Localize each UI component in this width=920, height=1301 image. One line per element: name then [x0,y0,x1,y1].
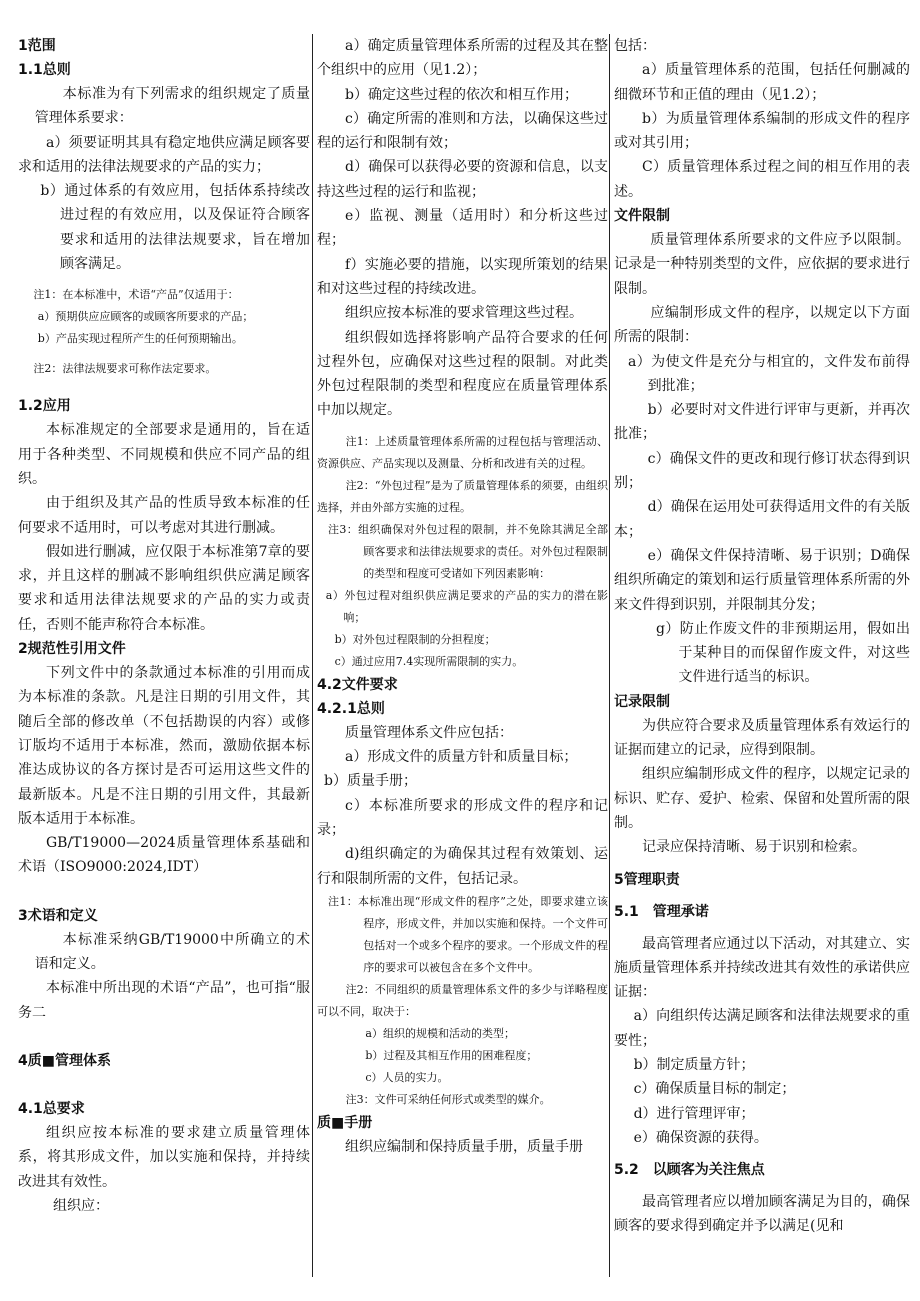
paragraph: 由于组织及其产品的性质导致本标准的任何要求不适用时，可以考虑对其进行删减。 [18,495,310,536]
section-heading-1-1: 1.1总则 [18,62,71,78]
section-heading-2: 2规范性引用文件 [18,641,126,658]
note-item: a）预期供应应顾客的或顾客所要求的产品； [37,310,254,324]
paragraph: 本标准采纳GB/T19000中所确立的术语和定义。 [34,931,310,973]
list-item: a）质量管理体系的范围，包括任何删减的细微环节和正值的理由（见1.2）； [614,62,910,103]
paragraph: 组织应按本标准的要求管理这些过程。 [345,305,583,322]
column-1 [18,34,310,1296]
section-heading-3: 3术语和定义 [18,907,98,924]
list-item: b）通过体系的有效应用，包括体系持续改进过程的有效应用，以及保证符合顾客要求和适用的法律法规要求，旨在增加顾客满足。 [40,183,310,273]
column-2 [317,34,608,1296]
note: 注3：文件可采纳任何形式或类型的媒介。 [345,1092,551,1106]
column-divider-left [312,34,313,1277]
note: 注2：法律法规要求可称作法定要求。 [33,362,217,376]
list-item: d）进行管理评审； [633,1105,755,1122]
section-heading-5-1: 5.1 管理承诺 [614,903,709,920]
paragraph: 记录应保持清晰、易于识别和检索。 [642,839,866,856]
section-heading-record-control: 记录限制 [614,693,670,710]
paragraph: 质量管理体系所要求的文件应予以限制。记录是一种特别类型的文件，应依据的要求进行限制。 [614,232,910,297]
column-divider-right [609,34,610,1277]
list-item: b）必要时对文件进行评审与更新，并再次批准； [614,402,910,443]
note: 注1：上述质量管理体系所需的过程包括与管理活动、资源供应、产品实现以及测量、分析和改进有关的过程。 [317,434,608,470]
note-item: a）外包过程对组织供应满足要求的产品的实力的潜在影响； [325,588,608,624]
paragraph: 组织应编制和保持质量手册，质量手册 [345,1138,583,1155]
list-item: e）监视、测量（适用时）和分析这些过程； [317,208,608,249]
list-item: c）确定所需的准则和方法，以确保这些过程的运行和限制有效； [317,110,608,152]
paragraph: 组织假如选择将影响产品符合要求的任何过程外包，应确保对这些过程的限制。对此类外包过程限制的类型和程度应在质量管理体系中加以规定。 [317,329,608,419]
note-item: c）人员的实力。 [365,1070,449,1084]
paragraph: 本标准中所出现的术语“产品”，也可指“服务二 [18,980,310,1021]
paragraph: 组织应编制形成文件的程序，以规定记录的标识、贮存、爱护、检索、保留和处置所需的限制。 [614,766,910,831]
list-item: b）制定质量方针； [633,1056,755,1073]
list-item: a）确定质量管理体系所需的过程及其在整个组织中的应用（见1.2）； [317,38,608,79]
section-heading-4: 4质■管理体系 [18,1052,111,1069]
paragraph: 组织应按本标准的要求建立质量管理体系，将其形成文件，加以实施和保持，并持续改进其有效性。 [18,1124,310,1190]
paragraph: 下列文件中的条款通过本标准的引用而成为本标准的条款。凡是注日期的引用文件，其随后全部的修改单（不包括勘误的内容）或修订版均不适用于本标准，然而，激励依据本标准达成协议的各方探讨是否可运用这些文件的最新版本。凡是不注日期的引用文件，其最新版本适用于本标准。 [18,665,310,827]
list-item: b）确定这些过程的依次和相互作用； [345,86,578,103]
section-heading-1: 1范围 [18,38,56,54]
list-item: a）须要证明其具有稳定地供应满足顾客要求和适用的法律法规要求的产品的实力； [18,134,310,175]
column-3 [614,34,910,1296]
paragraph: 质量管理体系文件应包括： [345,724,513,741]
note: 注3：组织确保对外包过程的限制，并不免除其满足全部顾客要求和法律法规要求的责任。对外包过程限制的类型和程度可受诸如下列因素影响： [328,522,608,580]
list-item: d)组织确定的为确保其过程有效策划、运行和限制所需的文件，包括记录。 [317,846,608,887]
note-item: b）过程及其相互作用的困难程度； [365,1048,538,1062]
list-item: c）确保质量目标的制定； [633,1081,796,1098]
list-item: a）形成文件的质量方针和质量目标； [345,749,578,766]
list-item: f）实施必要的措施，以实现所策划的结果和对这些过程的持续改进。 [317,256,608,297]
paragraph: 最高管理者应以增加顾客满足为目的，确保顾客的要求得到确定并予以满足(见和 [614,1194,910,1235]
note-item: a）组织的规模和活动的类型； [365,1026,515,1040]
list-item: a）为使文件是充分与相宜的，文件发布前得到批准； [628,353,910,394]
list-item: C）质量管理体系过程之间的相互作用的表述。 [614,159,910,200]
paragraph: 为供应符合要求及质量管理体系有效运行的证据而建立的记录，应得到限制。 [614,717,910,759]
list-item: e）确保文件保持清晰、易于识别；D确保组织所确定的策划和运行质量管理体系所需的外来文件得到识别，并限制其分发； [614,547,910,613]
note: 注2：不同组织的质量管理体系文件的多少与详略程度可以不同，取决于： [317,982,608,1018]
list-item: d）确保在运用处可获得适用文件的有关版本； [614,499,910,540]
note-item: c）通过应用7.4实现所需限制的实力。 [334,654,524,668]
list-item: c）本标准所要求的形成文件的程序和记录； [317,797,608,838]
paragraph: 应编制形成文件的程序，以规定以下方面所需的限制： [614,304,910,346]
list-item: g）防止作废文件的非预期运用，假如出于某种目的而保留作废文件，对这些文件进行适当的标识。 [656,620,910,686]
note: 注2：“外包过程”是为了质量管理体系的须要，由组织选择，并由外部方实施的过程。 [317,478,608,514]
list-item: c）确保文件的更改和现行修订状态得到识别； [614,450,910,492]
note: 注1：在本标准中，术语“产品”仅适用于： [33,288,239,302]
note-item: b）对外包过程限制的分担程度； [334,632,496,646]
list-item: b）质量手册； [324,773,417,790]
section-heading-4-2-1: 4.2.1总则 [317,700,385,717]
section-heading-document-control: 文件限制 [614,208,670,225]
paragraph: 本标准为有下列需求的组织规定了质量管理体系要求： [34,86,310,127]
paragraph: 最高管理者应通过以下活动，对其建立、实施质量管理体系并持续改进其有效性的承诺供应证据： [614,935,910,1001]
section-heading-5-2: 5.2 以顾客为关注焦点 [614,1162,765,1179]
list-item: e）确保资源的获得。 [633,1129,768,1146]
list-item: b）为质量管理体系编制的形成文件的程序或对其引用； [614,110,910,152]
section-heading-4-1: 4.1总要求 [18,1100,85,1117]
paragraph: 组织应： [53,1197,109,1214]
paragraph: 假如进行删减，应仅限于本标准第7章的要求，并且这样的删减不影响组织供应满足顾客要求和适用法律法规要求的产品的实力或责任，否则不能声称符合本标准。 [18,543,310,633]
paragraph: 包括： [614,38,656,54]
paragraph: 本标准规定的全部要求是通用的，旨在适用于各种类型、不同规模和供应不同产品的组织。 [18,422,310,487]
list-item: d）确保可以获得必要的资源和信息，以支持这些过程的运行和监视； [317,159,608,200]
paragraph: GB/T19000—2024质量管理体系基础和术语（ISO9000:2024,IDT） [18,835,310,876]
list-item: a）向组织传达满足顾客和法律法规要求的重要性； [614,1008,910,1049]
section-heading-5: 5管理职责 [614,871,680,888]
section-heading-1-2: 1.2应用 [18,398,71,415]
section-heading-4-2: 4.2文件要求 [317,676,398,693]
section-heading-manual: 质■手册 [317,1114,373,1131]
note-item: b）产品实现过程所产生的任何预期输出。 [37,332,243,346]
note: 注1：本标准出现“形成文件的程序”之处，即要求建立该程序，形成文件，并加以实施和保持。一个文件可包括对一个或多个程序的要求。一个形成文件的程序的要求可以被包含在多个文件中。 [328,894,608,974]
